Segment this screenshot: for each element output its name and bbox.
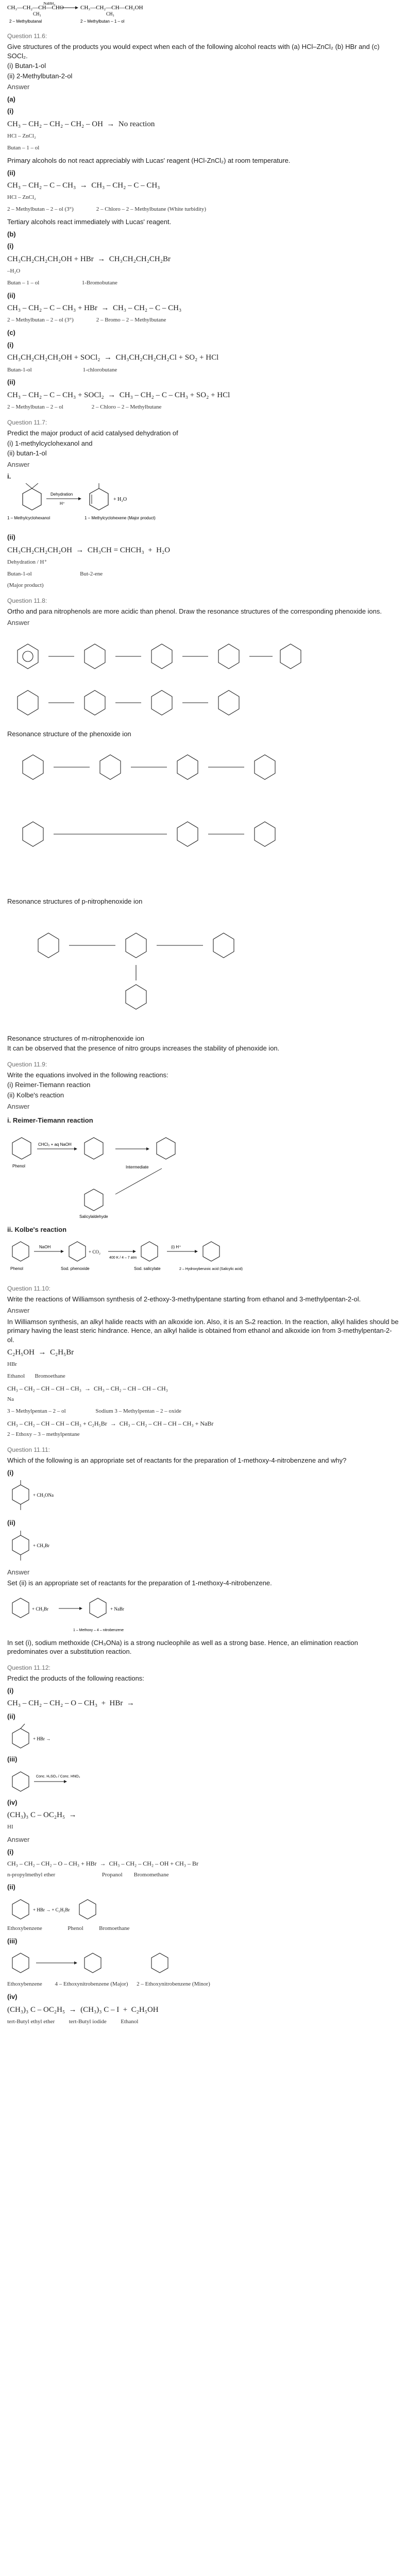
subsection-title: ii. Kolbe's reaction xyxy=(7,1225,67,1233)
equation: (CH₃)₃ C – OC₂H₅ → xyxy=(7,1811,77,1820)
figure-caption: Resonance structures of m-nitrophenoxide ion xyxy=(7,1034,144,1042)
compound-name: Ethoxybenzene 4 – Ethoxynitrobenzene (Major) 2 – Ethoxynitrobenzene (Minor) xyxy=(7,1981,210,1988)
nitration-answer-figure xyxy=(7,1947,213,1978)
reagent-label: NaOH xyxy=(39,1245,51,1250)
question-text: Write the reactions of Williamson synthesis of 2-ethoxy-3-methylpentane starting from ethanol and 3-methylpentan-2-ol. xyxy=(7,1295,361,1303)
part-label: (ii) xyxy=(7,1883,15,1891)
nitration-question-figure xyxy=(7,1766,110,1795)
note: Tertiary alcohols react immediately with Lucas' reagent. xyxy=(7,217,172,226)
compound-name: Salicylaldehyde xyxy=(79,1214,108,1219)
question-title: Question 11.6: xyxy=(7,32,47,40)
equation-reagent: HCl – ZnCl₂ xyxy=(7,194,36,201)
o-nitrophenoxide-resonance-figure xyxy=(7,740,316,895)
answer-label: Answer xyxy=(7,460,30,468)
question-item: (i) 1-methylcyclohexanol and xyxy=(7,439,93,447)
compound-name: 1 – Methoxy – 4 – nitrobenzene xyxy=(73,1628,124,1632)
question-title: Question 11.9: xyxy=(7,1060,47,1068)
note: Primary alcohols do not react appreciably with Lucas' reagent (HCl-ZnCl₂) at room temperature. xyxy=(7,156,291,164)
figure-caption: Resonance structure of the phenoxide ion xyxy=(7,730,131,738)
part-label: (i) xyxy=(7,242,14,250)
equation: CH₃ – CH₂ – C – CH₃ + HBr → CH₃ – CH₂ – C – CH₃ xyxy=(7,304,182,313)
compound-name: Butan – 1 – ol xyxy=(7,145,40,151)
equation: CH₃ – CH₂ – CH₂ – O – CH₃ + HBr → xyxy=(7,1699,134,1708)
part-label: (ii) xyxy=(7,168,15,177)
set-ii-figure xyxy=(7,1530,110,1566)
equation: C₂H₅OH → C₂H₅Br xyxy=(7,1348,74,1357)
question-item: (i) Reimer-Tiemann reaction xyxy=(7,1081,91,1089)
equation: CH₃CH₂CH₂CH₂OH + SOCl₂ → CH₃CH₂CH₂CH₂Cl + SO₂ + HCl xyxy=(7,353,219,362)
question-title: Question 11.7: xyxy=(7,419,47,427)
equation-reagent: Na xyxy=(7,1396,14,1403)
part-label: (a) xyxy=(7,95,15,103)
top-reaction-sub-left: CH₃ xyxy=(33,11,41,16)
compound-name: Sod. salicylate xyxy=(134,1266,161,1272)
compound-name: 2 – Methylbutan – 2 – ol (3°) 2 – Chloro – 2 – Methylbutane (White turbidity) xyxy=(7,206,206,213)
part-label: (ii) xyxy=(7,533,15,541)
question-title: Question 11.11: xyxy=(7,1446,50,1453)
figure-caption: Resonance structures of p-nitrophenoxide ion xyxy=(7,897,143,906)
answer-label: Answer xyxy=(7,83,30,91)
question-text: Ortho and para nitrophenols are more acidic than phenol. Draw the resonance structures of the corresponding phenoxide ions. xyxy=(7,607,382,616)
question-title: Question 11.12: xyxy=(7,1664,50,1671)
compound-name: Sod. phenoxide xyxy=(61,1266,90,1272)
answer-label: Answer xyxy=(7,1568,30,1576)
answer-label: Answer xyxy=(7,619,30,627)
part-label: i. xyxy=(7,472,11,481)
equation: CH₃ – CH₂ – CH₂ – O – CH₃ + HBr → CH₃ – CH₂ – CH₂ – OH + CH₃ – Br xyxy=(7,1860,199,1868)
answer-label: Answer xyxy=(7,1102,30,1110)
question-text: Give structures of the products you would expect when each of the following alcohol reacts with (a) HCl–ZnCl₂ (b) HBr and (c) SOCl₂. xyxy=(7,43,380,60)
compound-name: (Major product) xyxy=(7,582,44,589)
answer-body: In set (i), sodium methoxide (CH₃ONa) is a strong nucleophile as well as a strong base. Hence, an elimination reaction predominates over a substitution reaction. xyxy=(7,1638,358,1656)
top-reaction-right: CH₃—CH₂—CH—CH₂OH xyxy=(80,5,143,11)
byproduct-label: + NaBr xyxy=(110,1606,124,1612)
part-label: (iv) xyxy=(7,1798,18,1806)
question-item: (ii) 2-Methylbutan-2-ol xyxy=(7,72,73,80)
question-text: Which of the following is an appropriate set of reactants for the preparation of 1-methoxy-4-nitrobenzene and why? xyxy=(7,1456,347,1465)
part-label: (i) xyxy=(7,1848,14,1856)
equation-reagent: Dehydration / H⁺ xyxy=(7,558,47,565)
equation: CH₃ – CH₂ – C – CH₃ + SOCl₂ → CH₃ – CH₂ – C – CH₃ + SO₂ + HCl xyxy=(7,391,230,399)
reagent-label: CHCl₃ + aq NaOH xyxy=(38,1142,72,1147)
part-label: (ii) xyxy=(7,1712,15,1720)
part-label: (i) xyxy=(7,341,14,349)
answer-label: Answer xyxy=(7,1836,30,1844)
equation-reagent: HCl – ZnCl₂ xyxy=(7,133,36,140)
top-reaction-sub-right: CH₃ xyxy=(106,11,114,16)
part-label: (c) xyxy=(7,329,15,337)
compound-name: Butan – 1 – ol 1-Bromobutane xyxy=(7,279,117,286)
equation: CH₃CH₂CH₂CH₂OH → CH₃CH = CHCH₃ + H₂O xyxy=(7,546,171,554)
equation-reagent: –H₂O xyxy=(7,267,21,274)
part-label: (ii) xyxy=(7,291,15,299)
part-label: (iii) xyxy=(7,1937,18,1945)
compound-name: 1 – Methylcyclohexene (Major product) xyxy=(84,515,156,520)
question-item: (i) Butan-1-ol xyxy=(7,62,46,70)
top-reaction-left: CH₃—CH₂—CH—CHO xyxy=(7,5,64,11)
equation: CH₃ – CH₂ – CH – CH – CH₃ + C₂H₅Br → CH₃ – CH₂ – CH – CH – CH₃ + NaBr xyxy=(7,1419,214,1427)
equation: CH₃ – CH₂ – C – CH₃ → CH₃ – CH₂ – C – CH₃ xyxy=(7,181,160,190)
top-reaction-reagent: NaBH₄ xyxy=(43,2,56,6)
answer-body: Set (ii) is an appropriate set of reactants for the preparation of 1-methoxy-4-nitrobenzene. xyxy=(7,1579,272,1587)
note: It can be observed that the presence of nitro groups increases the stability of phenoxide ion. xyxy=(7,1044,280,1053)
part-label: (ii) xyxy=(7,378,15,386)
part-label: (ii) xyxy=(7,1519,15,1527)
equation: CH₃ – CH₂ – CH – CH – CH₃ → CH₃ – CH₂ – CH – CH – CH₃ xyxy=(7,1385,168,1393)
compound-name: 2 – Methylbutan – 2 – ol (3°) 2 – Bromo – 2 – Methylbutane xyxy=(7,317,166,324)
question-title: Question 11.8: xyxy=(7,597,47,605)
top-reaction-name-left: 2 – Methylbutanal xyxy=(9,19,42,24)
equation: CH₃CH₂CH₂CH₂OH + HBr → CH₃CH₂CH₂CH₂Br xyxy=(7,255,171,263)
top-reaction-name-right: 2 – Methylbutan – 1 – ol xyxy=(80,19,125,24)
compound-name: Intermediate xyxy=(126,1164,149,1170)
answer-body: In Williamson synthesis, an alkyl halide reacts with an alkoxide ion. Also, it is an Sₙ2 reaction. In the reaction, alkyl halides should be primary having the least steric hindrance. Hence, an alkyl halide is obtained from ethanol and alkoxide ion from 3-methylpentan-2-ol. xyxy=(7,1317,399,1344)
set-i-figure xyxy=(7,1479,110,1515)
question-text: Predict the products of the following reactions: xyxy=(7,1674,144,1683)
subsection-title: i. Reimer-Tiemann reaction xyxy=(7,1116,93,1125)
equation: + HBr → + C₂H₅Br xyxy=(33,1907,70,1912)
compound-name: tert-Butyl ethyl ether tert-Butyl iodide Ethanol xyxy=(7,2018,139,2025)
question-text: Predict the major product of acid catalysed dehydration of xyxy=(7,429,178,437)
reimer-tiemann-figure xyxy=(7,1127,224,1220)
water-label: + H₂O xyxy=(113,496,127,502)
ether-cleavage-figure xyxy=(7,1894,162,1923)
phenoxide-resonance-figure xyxy=(7,630,316,727)
reagent-label: + CH₃Br xyxy=(32,1606,48,1612)
condition-label: 400 K / 4 – 7 atm xyxy=(109,1256,137,1260)
compound-name: 2 – Methylbutan – 2 – ol 2 – Chloro – 2 – Methylbutane xyxy=(7,404,162,411)
reagent-label: + CH₃ONa xyxy=(33,1493,54,1498)
compound-name: n-propylmethyl ether Propanol Bromomethane xyxy=(7,1871,169,1878)
answer-label: Answer xyxy=(7,1306,30,1314)
part-label: (iii) xyxy=(7,1755,18,1764)
equation: (CH₃)₃ C – OC₂H₅ → (CH₃)₃ C – I + C₂H₅OH xyxy=(7,2005,159,2014)
question-text: Write the equations involved in the following reactions: xyxy=(7,1071,168,1079)
reagent-label: + CH₃Br xyxy=(33,1543,49,1548)
part-label: (b) xyxy=(7,230,16,238)
solution-page xyxy=(7,0,399,2030)
compound-name: Phenol xyxy=(10,1266,23,1272)
kolbe-figure xyxy=(7,1236,244,1277)
compound-name: 3 – Methylpentan – 2 – ol Sodium 3 – Methylpentan – 2 – oxide xyxy=(7,1408,181,1415)
top-reaction-figure xyxy=(7,2,213,25)
reagent-label: Dehydration xyxy=(50,492,73,497)
equation: + HBr → xyxy=(33,1736,51,1742)
part-label: (i) xyxy=(7,1686,14,1694)
compound-name: 1 – Methylcyclohexanol xyxy=(7,515,50,520)
p-nitrophenoxide-resonance-figure xyxy=(7,908,316,1032)
compound-name: 2 – Hydroxybenzoic acid (Salicylic acid) xyxy=(179,1267,243,1272)
compound-name: Butan-1-ol But-2-ene xyxy=(7,570,103,577)
part-label: (i) xyxy=(7,1468,14,1477)
equation-reagent: HBr xyxy=(7,1361,17,1368)
reagent-label: + CO₂ xyxy=(89,1249,100,1255)
compound-name: Butan-1-ol 1-chlorobutane xyxy=(7,366,117,373)
part-label: (iv) xyxy=(7,1993,18,2001)
equation: CH₃ – CH₂ – CH₂ – CH₂ – OH → No reaction xyxy=(7,120,155,129)
compound-name: Phenol xyxy=(12,1163,25,1168)
compound-name: Ethanol Bromoethane xyxy=(7,1373,65,1380)
question-item: (ii) Kolbe's reaction xyxy=(7,1091,64,1099)
question-item: (ii) butan-1-ol xyxy=(7,449,47,457)
dehydration-figure xyxy=(7,483,193,530)
equation-reagent: HI xyxy=(7,1824,13,1831)
methoxynitrobenzene-figure xyxy=(7,1590,172,1636)
compound-name: Ethoxybenzene Phenol Bromoethane xyxy=(7,1925,130,1931)
ethoxybenzene-figure xyxy=(7,1723,110,1752)
reagent-label: Conc. H₂SO₄ / Conc. HNO₃ xyxy=(36,1774,80,1778)
condition-label: H⁺ xyxy=(60,501,65,506)
compound-name: 2 – Ethoxy – 3 – methylpentane xyxy=(7,1431,80,1438)
question-title: Question 11.10: xyxy=(7,1285,50,1293)
reagent-label: (i) H⁺ xyxy=(171,1245,181,1250)
part-label: (i) xyxy=(7,107,14,115)
